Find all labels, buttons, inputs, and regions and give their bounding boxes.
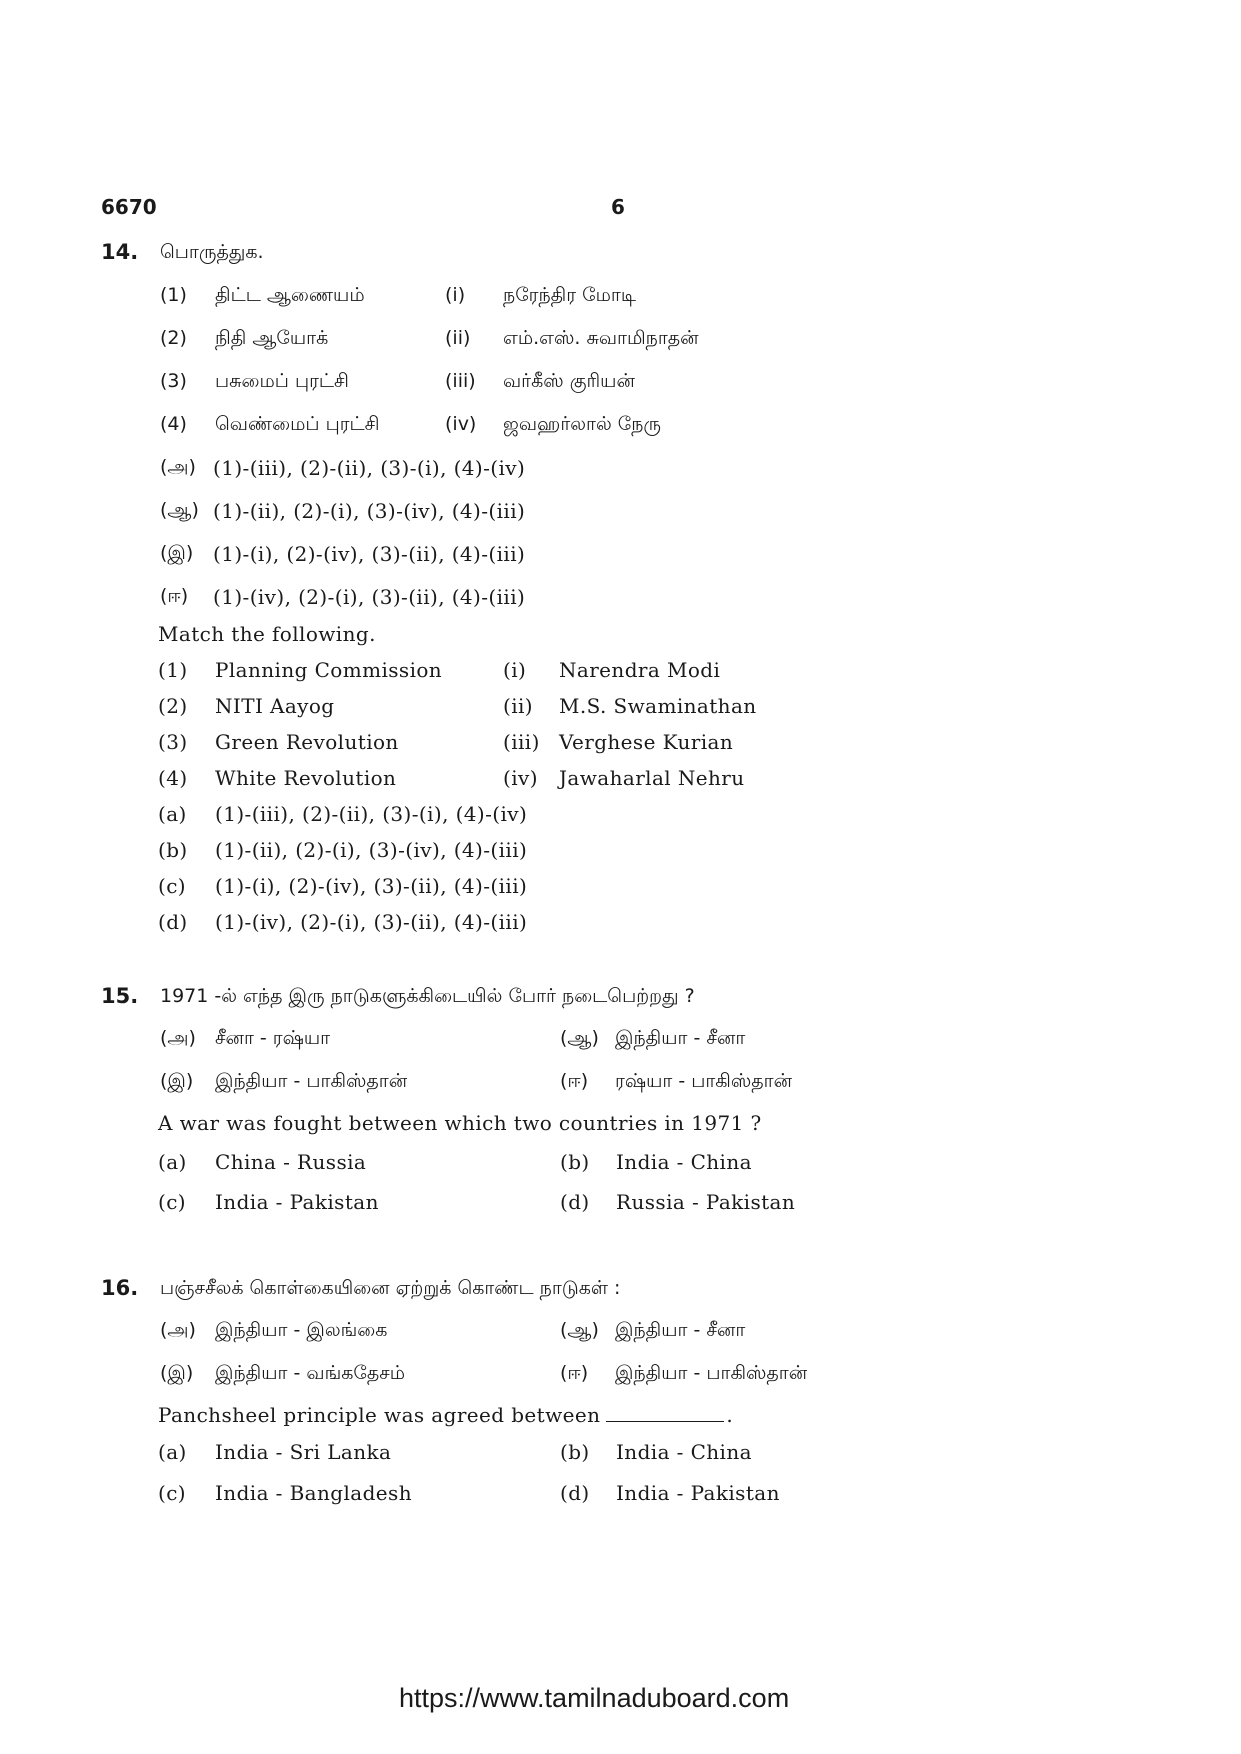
answer-blank xyxy=(606,1403,724,1422)
option-text: (1)-(iii), (2)-(ii), (3)-(i), (4)-(iv) xyxy=(213,456,526,480)
match-right-item: Jawaharlal Nehru xyxy=(559,766,745,790)
match-right-index: (iii) xyxy=(503,730,540,754)
question-number: 16. xyxy=(101,1276,139,1300)
option-label: (இ) xyxy=(160,1362,194,1384)
option-text: இந்தியா - சீனா xyxy=(615,1319,746,1341)
option-text: India - China xyxy=(616,1150,752,1174)
option-label: (அ) xyxy=(160,456,196,478)
option-label: (ஆ) xyxy=(560,1027,599,1049)
option-label: (ஈ) xyxy=(160,585,189,607)
match-left-index: (1) xyxy=(160,284,187,306)
option-label: (d) xyxy=(560,1481,590,1505)
option-label: (ஆ) xyxy=(560,1319,599,1341)
option-label: (அ) xyxy=(160,1027,196,1049)
question-number: 14. xyxy=(101,240,139,264)
option-label: (b) xyxy=(560,1150,590,1174)
option-text: India - China xyxy=(616,1440,752,1464)
match-left-index: (4) xyxy=(158,766,188,790)
match-left-item: திட்ட ஆணையம் xyxy=(215,284,365,306)
option-text: India - Pakistan xyxy=(616,1481,780,1505)
option-label: (b) xyxy=(560,1440,590,1464)
option-label: (a) xyxy=(158,1150,187,1174)
match-right-index: (ii) xyxy=(503,694,533,718)
option-text: (1)-(ii), (2)-(i), (3)-(iv), (4)-(iii) xyxy=(215,838,528,862)
question-number: 15. xyxy=(101,984,139,1008)
option-label: (அ) xyxy=(160,1319,196,1341)
option-text: India - Bangladesh xyxy=(215,1481,412,1505)
option-text: இந்தியா - பாகிஸ்தான் xyxy=(615,1362,808,1384)
match-left-item: வெண்மைப் புரட்சி xyxy=(215,413,380,435)
question-prompt-text: Panchsheel principle was agreed between xyxy=(158,1403,601,1427)
match-right-item: நரேந்திர மோடி xyxy=(503,284,636,306)
option-label: (a) xyxy=(158,1440,187,1464)
match-right-index: (ii) xyxy=(445,327,471,349)
option-text: இந்தியா - வங்கதேசம் xyxy=(215,1362,406,1384)
option-text: (1)-(iv), (2)-(i), (3)-(ii), (4)-(iii) xyxy=(213,585,526,609)
option-text: India - Pakistan xyxy=(215,1190,379,1214)
paper-code: 6670 xyxy=(101,195,157,219)
option-text: ரஷ்யா - பாகிஸ்தான் xyxy=(615,1070,793,1092)
question-prompt-en: A war was fought between which two countries in 1971 ? xyxy=(158,1111,762,1135)
option-text: China - Russia xyxy=(215,1150,367,1174)
question-prompt-en xyxy=(158,1403,733,1427)
match-left-index: (2) xyxy=(160,327,187,349)
option-label: (ஆ) xyxy=(160,499,199,521)
option-text: இந்தியா - சீனா xyxy=(615,1027,746,1049)
question-prompt-ta: பஞ்சசீலக் கொள்கையினை ஏற்றுக் கொண்ட நாடுகள் : xyxy=(160,1277,621,1299)
page-number: 6 xyxy=(611,195,625,219)
option-label: (c) xyxy=(158,874,187,898)
match-left-item: பசுமைப் புரட்சி xyxy=(215,370,349,392)
match-right-item: எம்.எஸ். சுவாமிநாதன் xyxy=(503,327,699,349)
match-right-item: ஜவஹர்லால் நேரு xyxy=(503,413,662,435)
option-label: (இ) xyxy=(160,542,194,564)
match-left-item: NITI Aayog xyxy=(215,694,335,718)
question-prompt-ta: 1971 -ல் எந்த இரு நாடுகளுக்கிடையில் போர் நடைபெற்றது ? xyxy=(160,985,695,1007)
option-text: India - Sri Lanka xyxy=(215,1440,392,1464)
option-label: (d) xyxy=(158,910,188,934)
option-text: சீனா - ரஷ்யா xyxy=(215,1027,331,1049)
match-left-item: White Revolution xyxy=(215,766,397,790)
match-right-index: (iii) xyxy=(445,370,476,392)
option-text: (1)-(i), (2)-(iv), (3)-(ii), (4)-(iii) xyxy=(213,542,526,566)
match-right-item: Narendra Modi xyxy=(559,658,721,682)
option-text: (1)-(i), (2)-(iv), (3)-(ii), (4)-(iii) xyxy=(215,874,528,898)
option-label: (a) xyxy=(158,802,187,826)
match-left-index: (3) xyxy=(160,370,187,392)
match-left-item: Planning Commission xyxy=(215,658,443,682)
footer-url: https://www.tamilnaduboard.com xyxy=(399,1683,790,1713)
option-text: Russia - Pakistan xyxy=(616,1190,796,1214)
match-right-index: (i) xyxy=(445,284,466,306)
option-label: (b) xyxy=(158,838,188,862)
option-text: இந்தியா - பாகிஸ்தான் xyxy=(215,1070,408,1092)
option-label: (இ) xyxy=(160,1070,194,1092)
match-left-index: (1) xyxy=(158,658,188,682)
match-left-index: (3) xyxy=(158,730,188,754)
option-label: (ஈ) xyxy=(560,1070,589,1092)
option-label: (c) xyxy=(158,1190,187,1214)
question-prompt-en: Match the following. xyxy=(158,622,376,646)
option-label: (ஈ) xyxy=(560,1362,589,1384)
match-right-item: வர்கீஸ் குரியன் xyxy=(503,370,635,392)
option-label: (c) xyxy=(158,1481,187,1505)
question-prompt-ta: பொருத்துக. xyxy=(160,241,264,263)
question-prompt-end: . xyxy=(726,1403,734,1427)
match-right-item: Verghese Kurian xyxy=(559,730,734,754)
match-right-index: (iv) xyxy=(503,766,538,790)
match-left-item: Green Revolution xyxy=(215,730,399,754)
match-left-index: (4) xyxy=(160,413,187,435)
match-left-item: நிதி ஆயோக் xyxy=(215,327,329,349)
match-left-index: (2) xyxy=(158,694,188,718)
option-text: (1)-(ii), (2)-(i), (3)-(iv), (4)-(iii) xyxy=(213,499,526,523)
match-right-item: M.S. Swaminathan xyxy=(559,694,757,718)
match-right-index: (i) xyxy=(503,658,527,682)
match-right-index: (iv) xyxy=(445,413,477,435)
option-text: (1)-(iv), (2)-(i), (3)-(ii), (4)-(iii) xyxy=(215,910,528,934)
option-label: (d) xyxy=(560,1190,590,1214)
option-text: இந்தியா - இலங்கை xyxy=(215,1319,388,1341)
option-text: (1)-(iii), (2)-(ii), (3)-(i), (4)-(iv) xyxy=(215,802,528,826)
